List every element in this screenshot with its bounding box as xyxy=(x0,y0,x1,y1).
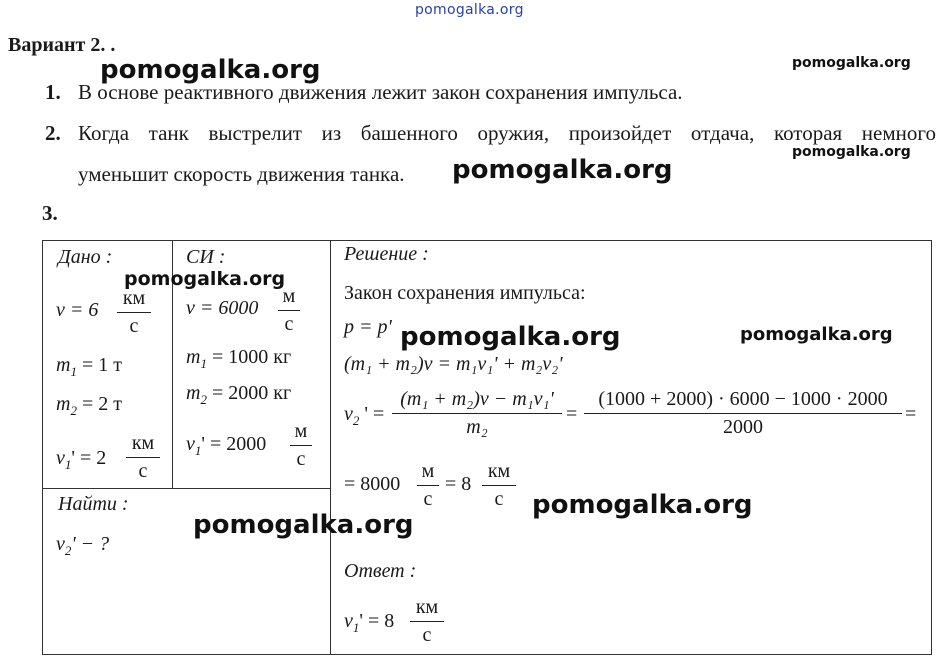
equals-sign: = xyxy=(905,403,917,425)
given-m2-value: = 2 т xyxy=(81,393,122,415)
si-m2 xyxy=(186,382,291,408)
column-divider xyxy=(330,240,331,655)
v1-symbol: $v_1$ xyxy=(186,433,202,458)
unit-denominator: с xyxy=(422,624,432,646)
v2-symbol: $v_2$ xyxy=(344,403,360,428)
watermark: pomogalka.org xyxy=(532,490,753,520)
row-divider xyxy=(42,488,330,489)
given-v-unit xyxy=(117,287,151,338)
unit-denominator: с xyxy=(129,315,139,337)
v1-symbol: $v_1$ xyxy=(56,447,72,472)
si-v-value: v = 6000 xyxy=(186,297,259,319)
watermark: pomogalka.org xyxy=(792,55,911,71)
fraction-bar xyxy=(584,413,902,414)
given-v1-unit xyxy=(126,432,160,483)
formula-denominator: m₂ xyxy=(466,416,488,438)
unit-numerator: км xyxy=(131,432,155,454)
si-m1 xyxy=(186,346,291,372)
momentum-equation: p = p' xyxy=(344,316,392,338)
item-number: 2. xyxy=(45,121,61,145)
si-v xyxy=(186,297,258,320)
si-m1-value: = 1000 кг xyxy=(211,346,292,368)
unit-numerator: м xyxy=(294,420,308,442)
unit-numerator: м xyxy=(421,460,435,482)
find-target-text: ' − ? xyxy=(71,533,110,555)
item-number: 3. xyxy=(42,201,58,225)
si-v-unit xyxy=(278,285,300,336)
answer-header: Ответ : xyxy=(344,560,417,582)
unit-numerator: м xyxy=(282,285,296,307)
m2-symbol: $m_2$ xyxy=(186,382,207,407)
solution-header: Решение : xyxy=(344,243,429,265)
unit-denominator: с xyxy=(423,488,433,510)
si-v1-value: ' = 2000 xyxy=(201,433,267,455)
watermark: pomogalka.org xyxy=(400,322,621,352)
given-v1 xyxy=(56,447,106,473)
answer-value xyxy=(344,610,394,636)
given-v-value: v = 6 xyxy=(56,299,99,321)
given-m1 xyxy=(56,354,122,380)
given-v1-value: ' = 2 xyxy=(71,447,107,469)
numeric-numerator: (1000 + 2000) · 6000 − 1000 · 2000 xyxy=(598,388,888,410)
given-v xyxy=(56,299,98,322)
unit-denominator: с xyxy=(138,460,148,482)
item-2-line-2: уменьшит скорость движения танка. xyxy=(78,162,405,186)
fraction-bar xyxy=(410,621,444,622)
result-value: = 8000 xyxy=(344,473,401,495)
si-header: СИ : xyxy=(186,246,226,268)
v2-prime-lhs: $v_2$ ' = xyxy=(344,403,385,428)
unit-numerator: км xyxy=(487,460,511,482)
given-m1-value: = 1 т xyxy=(81,354,122,376)
given-header: Дано : xyxy=(58,246,113,268)
fraction-bar xyxy=(278,310,300,311)
given-m2 xyxy=(56,393,122,419)
fraction-bar xyxy=(392,413,562,414)
m1-symbol: $m_1$ xyxy=(56,354,77,379)
answer-unit xyxy=(410,596,444,647)
fraction-bar xyxy=(126,457,160,458)
momentum-expanded-equation: (m₁ + m₂)v = m₁v₁' + m₂v₂' xyxy=(344,353,563,375)
unit-numerator: км xyxy=(415,596,439,618)
watermark: pomogalka.org xyxy=(124,268,286,290)
unit-numerator: км xyxy=(122,287,146,309)
item-2-line-1: Когда танк выстрелит из башенного оружия, произойдет отдача, которая немного xyxy=(78,121,936,145)
find-target xyxy=(56,533,109,559)
fraction-bar xyxy=(290,445,312,446)
result-unit-1 xyxy=(417,460,439,511)
unit-denominator: с xyxy=(284,313,294,335)
item-1-text: В основе реактивного движения лежит закон сохранения импульса. xyxy=(78,80,683,104)
watermark-top[interactable]: pomogalka.org xyxy=(415,2,524,18)
watermark: pomogalka.org xyxy=(452,155,673,185)
result-unit-2 xyxy=(482,460,516,511)
item-number: 1. xyxy=(45,80,61,104)
numeric-fraction xyxy=(584,388,902,439)
v1-symbol: $v_1$ xyxy=(344,610,360,635)
formula-fraction xyxy=(392,388,562,439)
fraction-bar xyxy=(417,485,439,486)
unit-denominator: с xyxy=(296,448,306,470)
v2-symbol: $v_2$ xyxy=(56,533,72,558)
watermark: pomogalka.org xyxy=(792,144,911,160)
fraction-bar xyxy=(117,312,151,313)
variant-heading: Вариант 2. . xyxy=(8,34,116,56)
si-v1-unit xyxy=(290,420,312,471)
watermark: pomogalka.org xyxy=(100,55,321,85)
equals-sign: = xyxy=(566,403,578,425)
find-header: Найти : xyxy=(58,493,129,515)
si-v1 xyxy=(186,433,266,459)
watermark: pomogalka.org xyxy=(193,510,414,540)
formula-numerator: (m₁ + m₂)v − m₁v₁' xyxy=(400,388,554,410)
fraction-bar xyxy=(482,485,516,486)
numeric-denominator: 2000 xyxy=(723,416,763,438)
si-m2-value: = 2000 кг xyxy=(211,382,292,404)
m2-symbol: $m_2$ xyxy=(56,393,77,418)
watermark: pomogalka.org xyxy=(740,324,893,345)
conservation-law-label: Закон сохранения импульса: xyxy=(344,282,586,304)
m1-symbol: $m_1$ xyxy=(186,346,207,371)
answer-value-text: ' = 8 xyxy=(359,610,395,632)
result-value-kmps: = 8 xyxy=(445,473,472,495)
unit-denominator: с xyxy=(494,488,504,510)
